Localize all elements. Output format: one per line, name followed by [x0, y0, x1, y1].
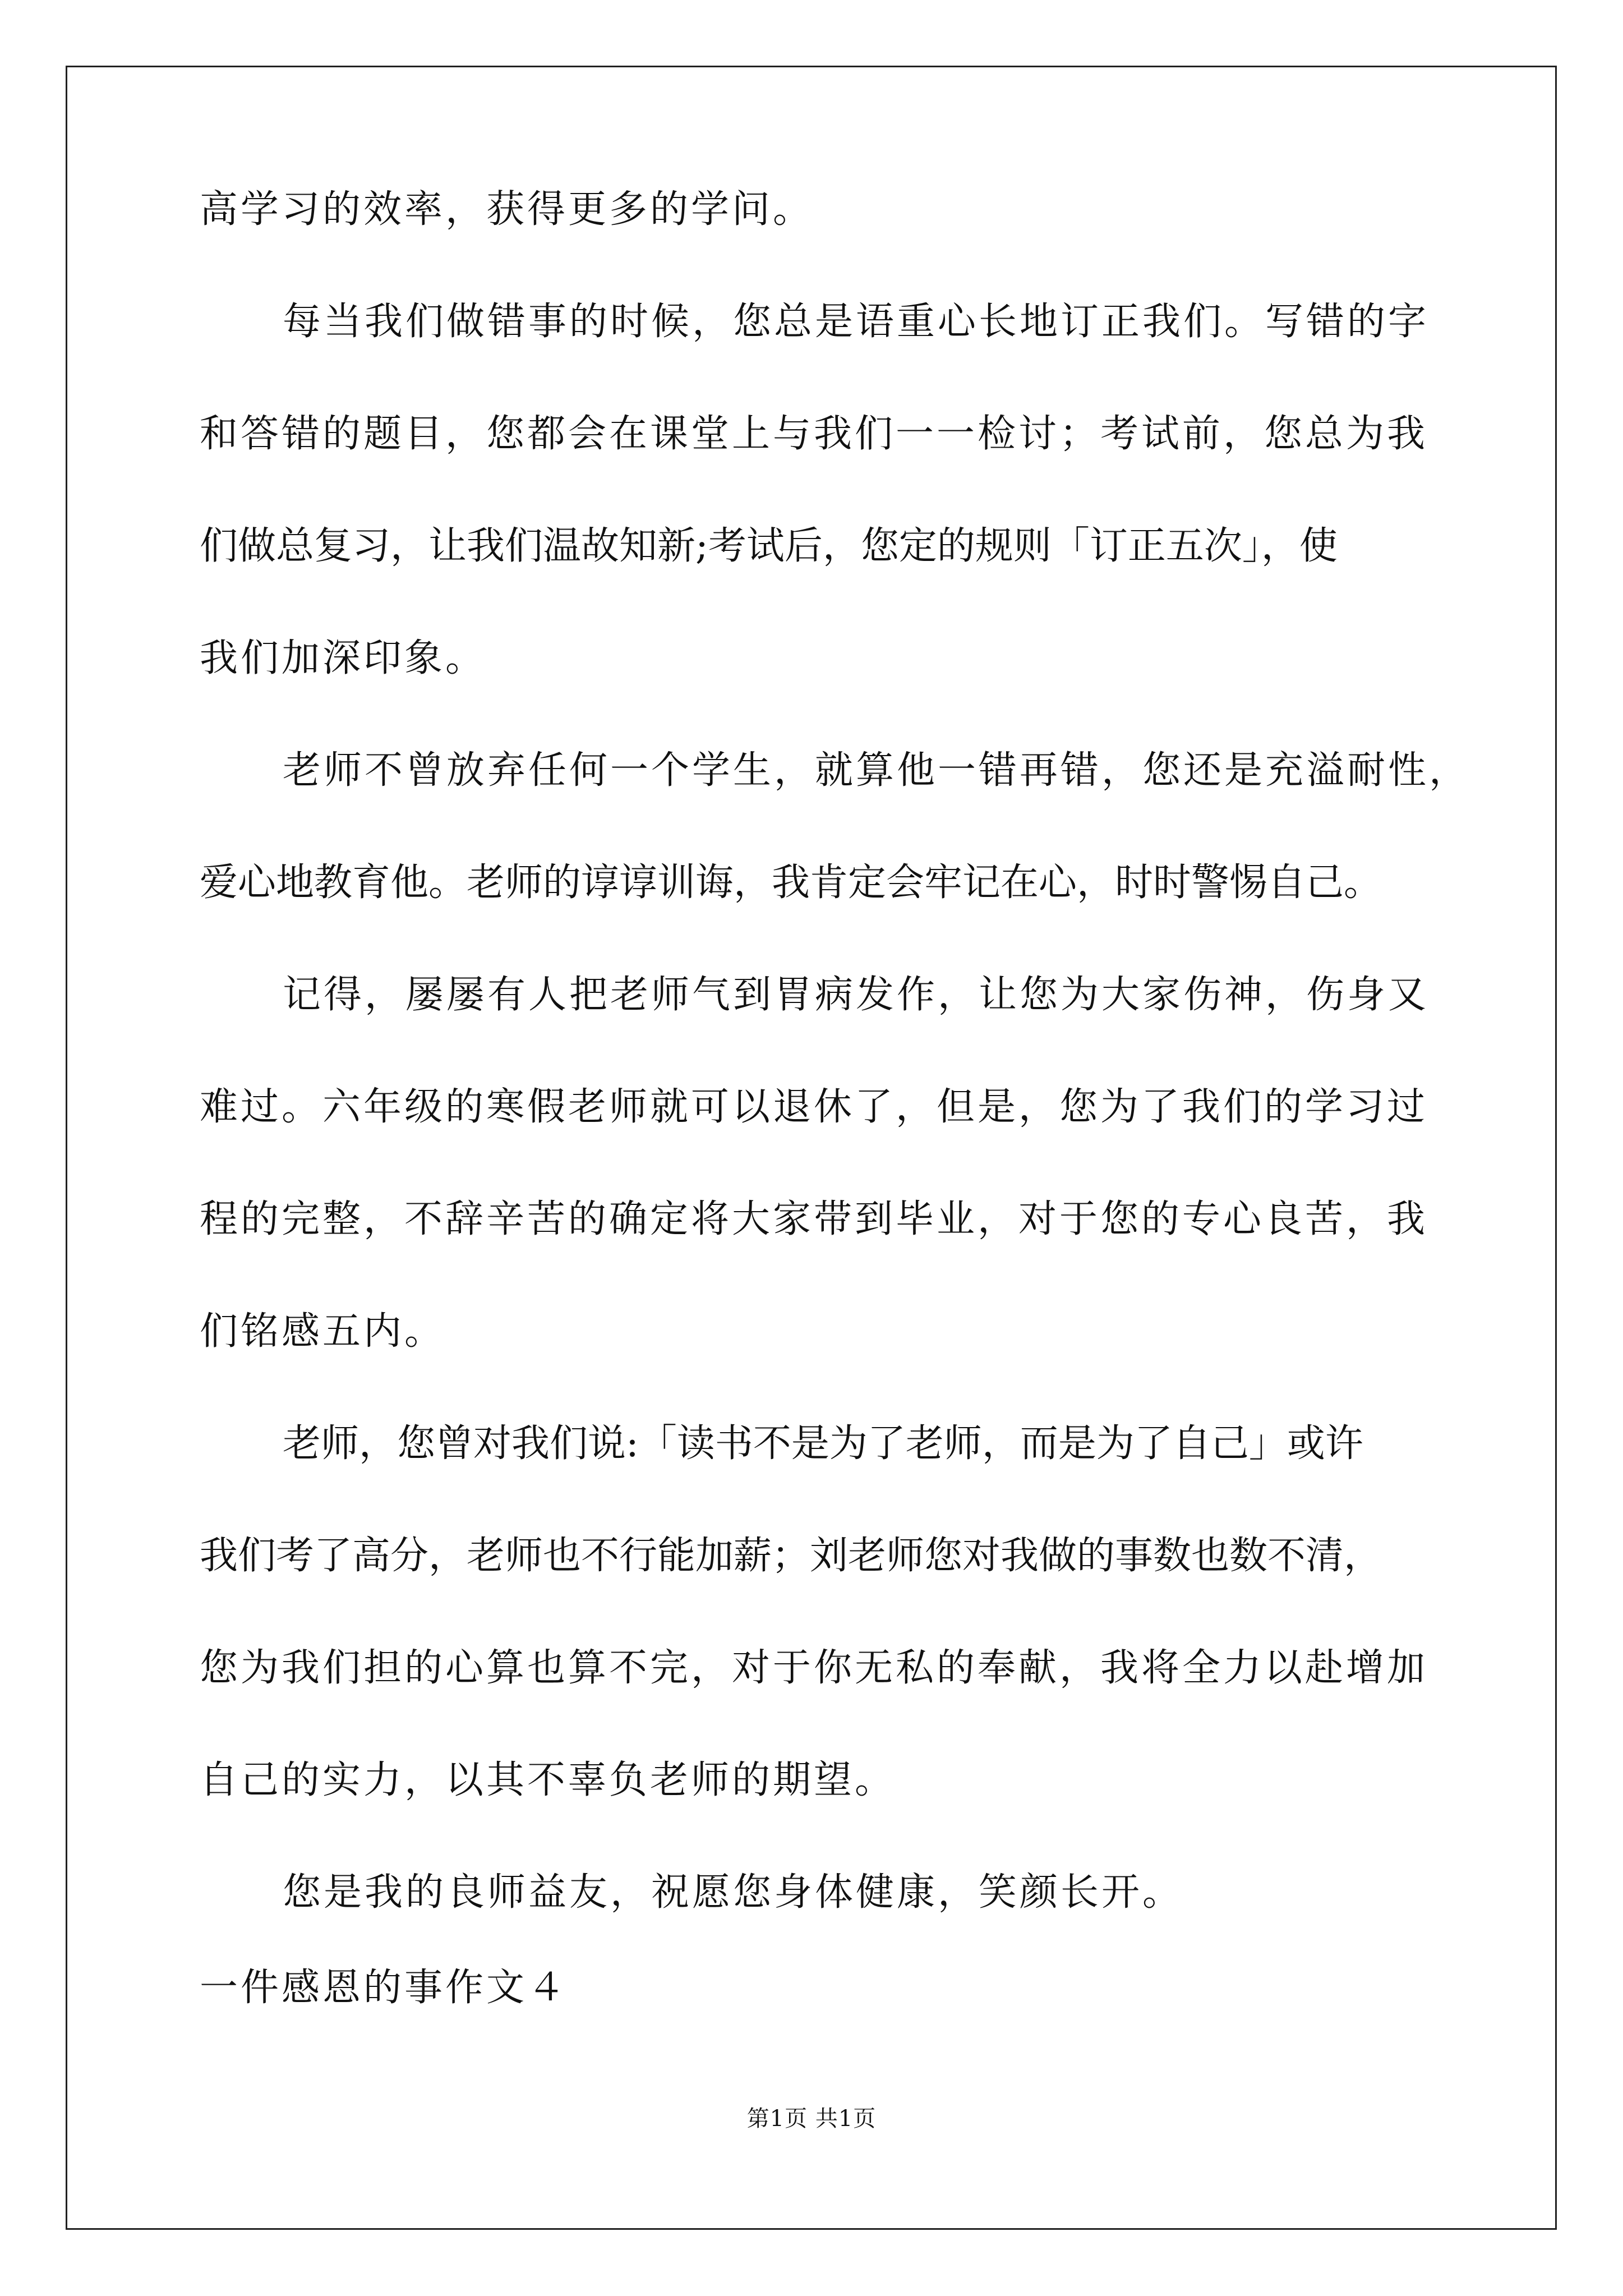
page-footer: 第1页 共1页 [746, 2106, 877, 2132]
text-line: 爱心地教育他。老师的谆谆训诲，我肯定会牢记在心，时时警惕自己。 [200, 861, 1382, 905]
text-line: 我们考了高分，老师也不行能加薪；刘老师您对我做的事数也数不清， [200, 1534, 1382, 1578]
text-line: 和答错的题目，您都会在课堂上与我们一一检讨；考试前，您总为我 [200, 412, 1428, 456]
text-line: 们做总复习，让我们温故知新;考试后，您定的规则「订正五次」，使 [200, 524, 1338, 568]
text-line: 我们加深印象。 [200, 636, 487, 680]
text-line: 自己的实力，以其不辜负老师的期望。 [200, 1758, 896, 1802]
text-line: 您为我们担的心算也算不完，对于你无私的奉献，我将全力以赴增加 [200, 1646, 1428, 1690]
text-line: 每当我们做错事的时候，您总是语重心长地订正我们。写错的字 [283, 300, 1430, 344]
text-line: 难过。六年级的寒假老师就可以退休了，但是，您为了我们的学习过 [200, 1085, 1428, 1129]
section-heading: 一件感恩的事作文４ [200, 1966, 569, 2010]
text-line: 程的完整，不辞辛苦的确定将大家带到毕业，对于您的专心良苦，我 [200, 1197, 1428, 1241]
text-line: 老师，您曾对我们说:「读书不是为了老师，而是为了自己」或许 [283, 1421, 1363, 1466]
text-line: 高学习的效率，获得更多的学问。 [200, 187, 814, 232]
text-line: 老师不曾放弃任何一个学生，就算他一错再错，您还是充溢耐性， [283, 748, 1470, 793]
text-line: 们铭感五内。 [200, 1309, 446, 1354]
text-line: 您是我的良师益友，祝愿您身体健康，笑颜长开。 [283, 1870, 1184, 1915]
text-line: 记得，屡屡有人把老师气到胃病发作，让您为大家伤神，伤身又 [283, 973, 1430, 1017]
